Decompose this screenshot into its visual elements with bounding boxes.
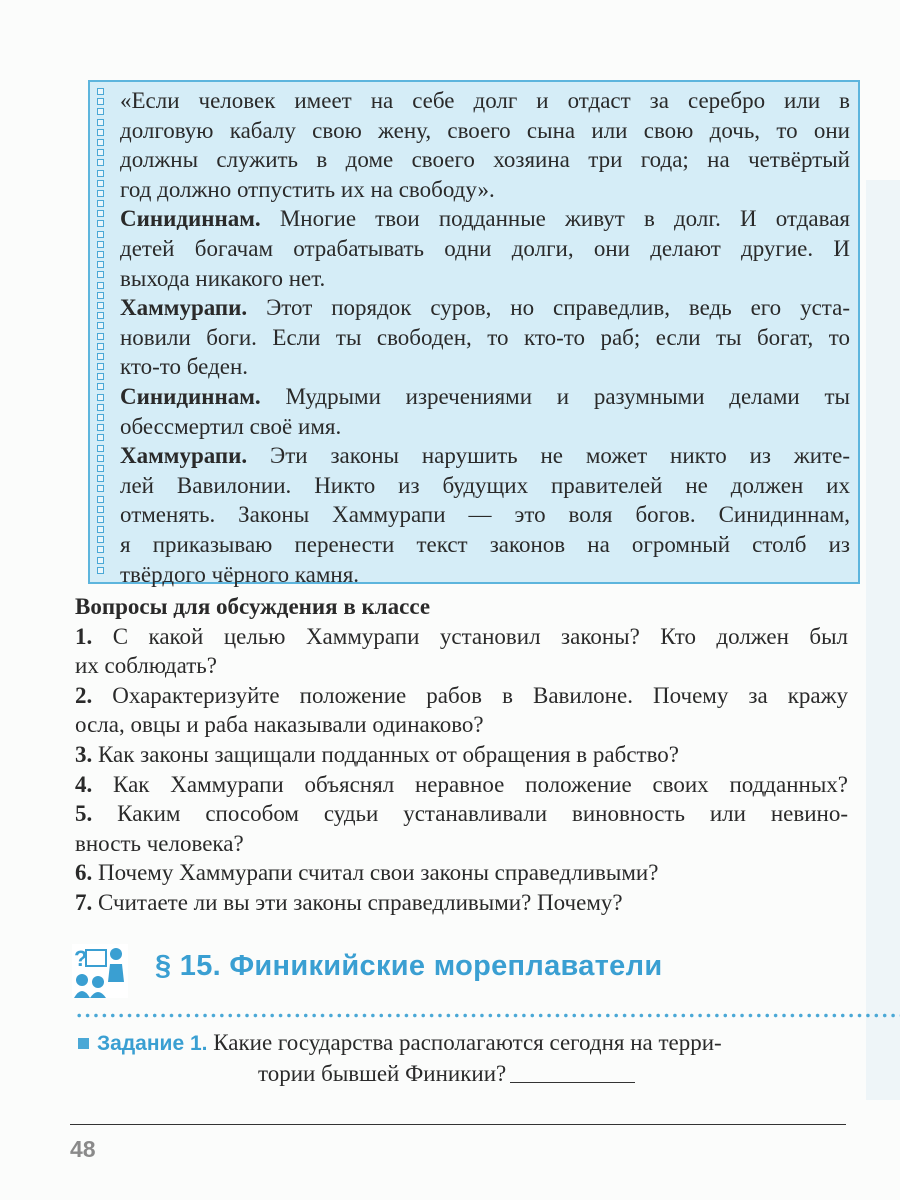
decorative-square xyxy=(97,190,104,197)
task-label: Задание 1. xyxy=(97,1032,208,1055)
line-text: детей богачам отрабатывать одни долги, они делают другие. И xyxy=(120,235,850,261)
decorative-square xyxy=(97,506,104,513)
line-text: Считаете ли вы эти законы справедливыми? Почему? xyxy=(92,889,623,915)
line-text: «Если человек имеет на себе долг и отдаст за серебро или в xyxy=(120,88,850,113)
decorative-square xyxy=(97,394,104,401)
line-text: Охарактеризуйте положение рабов в Вавилоне. Почему за кражу xyxy=(92,682,848,708)
decorative-square xyxy=(97,119,104,126)
decorative-square xyxy=(97,465,104,472)
line-text: осла, овцы и раба наказывали одинаково? xyxy=(75,712,484,738)
decorative-square xyxy=(97,343,104,350)
line-text: вность человека? xyxy=(75,830,244,856)
task-text-line1: Какие государства располагаются сегодня на терри- xyxy=(213,1030,722,1055)
text-line xyxy=(75,888,848,918)
decorative-square xyxy=(97,373,104,380)
decorative-square xyxy=(97,424,104,431)
decorative-square xyxy=(97,210,104,217)
decorative-square xyxy=(97,139,104,146)
decorative-square xyxy=(97,445,104,452)
line-text: Как Хаммурапи объяснял неравное положение своих подданных? xyxy=(92,771,848,797)
text-line xyxy=(120,530,850,560)
decorative-square xyxy=(97,322,104,329)
questions-heading: Вопросы для обсуждения в классе xyxy=(75,594,431,619)
line-text: долговую кабалу свою жену, своего сына или свою дочь, то они xyxy=(120,117,850,143)
line-text: год должно отпустить их на свободу». xyxy=(120,176,495,202)
speaker-name: Хаммурапи. xyxy=(120,443,248,469)
decorative-square xyxy=(97,200,104,207)
question-number: 1. xyxy=(75,623,93,649)
text-line xyxy=(75,710,848,740)
decorative-square xyxy=(97,231,104,238)
text-line xyxy=(120,471,850,501)
decorative-square xyxy=(97,353,104,360)
dotted-divider xyxy=(75,1013,900,1018)
question-number: 6. xyxy=(75,860,93,886)
text-line xyxy=(120,204,850,234)
line-text: Каким способом судьи устанавливали виновность или невино- xyxy=(92,801,848,827)
decorative-square xyxy=(97,271,104,278)
line-text: должны служить в доме своего хозяина три года; на четвёртый xyxy=(120,147,850,173)
question-number: 3. xyxy=(75,741,93,767)
decorative-square xyxy=(97,220,104,227)
decorative-square xyxy=(97,475,104,482)
speaker-name: Хаммурапи. xyxy=(120,295,248,321)
text-line xyxy=(120,234,850,264)
decorative-square xyxy=(97,546,104,553)
text-line xyxy=(75,681,848,711)
line-text: С какой целью Хаммурапи установил законы? Кто должен был xyxy=(92,623,848,649)
decorative-square xyxy=(97,312,104,319)
line-text: твёрдого чёрного камня. xyxy=(120,561,360,587)
decorative-square xyxy=(97,526,104,533)
discussion-questions xyxy=(75,592,848,918)
text-line xyxy=(75,651,848,681)
decorative-square xyxy=(97,149,104,156)
decorative-square xyxy=(97,485,104,492)
decorative-square xyxy=(97,159,104,166)
text-line xyxy=(75,858,848,888)
text-line xyxy=(75,829,848,859)
line-text: я приказываю перенести текст законов на огромный столб из xyxy=(120,531,850,557)
text-line xyxy=(75,740,848,770)
decorative-square xyxy=(97,516,104,523)
line-text: обессмертил своё имя. xyxy=(120,413,342,439)
text-line xyxy=(75,799,848,829)
text-line xyxy=(120,86,850,116)
text-line xyxy=(75,770,848,800)
text-line xyxy=(75,622,848,652)
line-text: Как законы защищали подданных от обращения в рабство? xyxy=(92,741,679,767)
question-number: 5. xyxy=(75,801,93,827)
decorative-square xyxy=(97,557,104,564)
line-text: лей Вавилонии. Никто из будущих правителей не должен их xyxy=(120,472,850,498)
text-line xyxy=(120,293,850,323)
speaker-name: Синидиннам. xyxy=(120,383,261,409)
line-text: их соблюдать? xyxy=(75,653,217,679)
text-line xyxy=(120,441,850,471)
line-text: отменять. Законы Хаммурапи — это воля богов. Синидиннам, xyxy=(120,502,850,528)
decorative-square xyxy=(97,363,104,370)
text-line xyxy=(120,175,850,205)
decorative-square xyxy=(97,261,104,268)
text-line xyxy=(120,116,850,146)
line-text: Мудрыми изречениями и разумными делами ты xyxy=(260,383,850,409)
text-line xyxy=(120,323,850,353)
decorative-square xyxy=(97,180,104,187)
text-line xyxy=(120,500,850,530)
line-text: Почему Хаммурапи считал свои законы справедливыми? xyxy=(92,860,659,886)
decorative-square xyxy=(97,302,104,309)
line-text: Многие твои подданные живут в долг. И отдавая xyxy=(260,206,850,232)
task-1 xyxy=(78,1028,868,1089)
decorative-square xyxy=(97,170,104,177)
decorative-square xyxy=(97,251,104,258)
question-number: 4. xyxy=(75,771,93,797)
text-line xyxy=(120,352,850,382)
decorative-square xyxy=(97,434,104,441)
section-title: § 15. Финикийские мореплаватели xyxy=(155,950,663,982)
task-text-line2: тории бывшей Финикии? xyxy=(258,1061,507,1086)
line-text: кто-то беден. xyxy=(120,354,249,380)
decorative-square xyxy=(97,333,104,340)
question-number: 7. xyxy=(75,889,93,915)
decorative-square xyxy=(97,129,104,136)
text-line xyxy=(120,560,850,590)
decorative-square xyxy=(97,88,104,95)
decorative-square xyxy=(97,414,104,421)
text-line xyxy=(120,412,850,442)
decorative-square xyxy=(97,98,104,105)
decorative-square-column xyxy=(97,88,106,578)
answer-line[interactable] xyxy=(70,1124,846,1125)
page-number: 48 xyxy=(70,1136,96,1162)
text-line xyxy=(120,264,850,294)
decorative-square xyxy=(97,108,104,115)
line-text: Эти законы нарушить не может никто из жите- xyxy=(247,443,850,469)
decorative-square xyxy=(97,496,104,503)
line-text: Этот порядок суров, но справедлив, ведь его уста- xyxy=(247,295,850,321)
decorative-square xyxy=(97,241,104,248)
dialogue-quote-box xyxy=(88,80,860,587)
text-line xyxy=(120,382,850,412)
decorative-square xyxy=(97,404,104,411)
svg-text:?: ? xyxy=(74,946,88,971)
decorative-square xyxy=(97,292,104,299)
scan-bleed xyxy=(866,180,900,1100)
dialogue-text xyxy=(120,86,850,589)
decorative-square xyxy=(97,455,104,462)
decorative-square xyxy=(97,536,104,543)
line-text: новили боги. Если ты свободен, то кто-то раб; если ты богат, то xyxy=(120,324,850,350)
text-line xyxy=(120,145,850,175)
decorative-square xyxy=(97,383,104,390)
teacher-students-icon xyxy=(72,944,128,998)
square-bullet-icon xyxy=(78,1038,89,1049)
decorative-square xyxy=(97,567,104,574)
decorative-square xyxy=(97,282,104,289)
question-number: 2. xyxy=(75,682,93,708)
line-text: выхода никакого нет. xyxy=(120,265,326,291)
answer-blank[interactable] xyxy=(510,1062,635,1083)
speaker-name: Синидиннам. xyxy=(120,206,261,232)
